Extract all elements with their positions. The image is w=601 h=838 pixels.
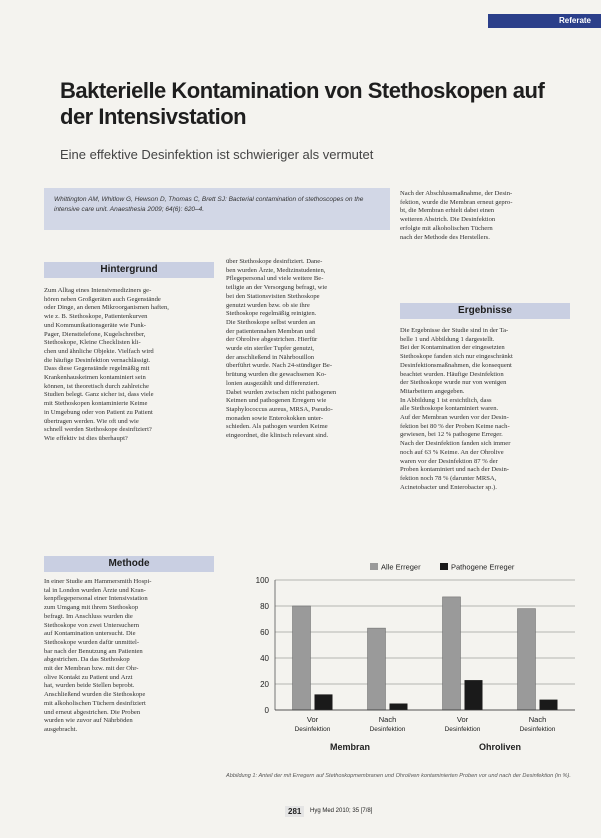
section-methode: Methode [44, 556, 214, 572]
text-ergebnisse: Die Ergebnisse der Studie sind in der Ta- belle 1 und Abbildung 1 dargestellt. Bei der Kontamination der eingesetzten Stethoskope fanden sich nur eingeschränkt Desinfektionsmaßnahmen, die konsequent beachtet wurden. Häufige Desinfektion der Stethoskope wurde nur von wenigen Mitarbeitern angegeben. In Abbildung 1 ist ersichtlich, dass alle Stethoskope kontaminiert waren. Auf der Membran wurden vor der Desin- fektion bei 80 % der Proben Keime nach- gewiesen, bei 12 % pathogene Erreger. Nach der Desinfektion fanden sich immer noch auf 63 % Keime. An der Ohrolive waren vor der Desinfektion 87 % der Proben kontaminiert und nach der Desin- fektion noch 78 % (darunter MRSA, Acinetobacter und Enterobacter sp.). [400, 327, 513, 491]
article-title: Bakterielle Kontamination von Stethoskopen auf der Intensivstation [60, 78, 545, 129]
page-number: 281 [285, 806, 304, 817]
legend-label-pathogen: Pathogene Erreger [451, 562, 515, 572]
text-hintergrund: Zum Alltag eines Intensivmediziners ge- hören neben Großgeräten auch Gegenstände oder Dinge, an denen Mikroorganismen haften, wie z. B. Stethoskope, Patientenkurven und Kommunikationsgeräte wie Funk- Pager, Diensttelefone, Kugelschreiber, Stethoskope, Kleine Checklisten kli- chen und ähnliche Objekte. Vielfach wird die häufige Desinfektion vernachlässigt. Dass diese Gegenstände regelmäßig mit Krankenhauskeimen kontaminiert sein können, ist theoretisch durch zahlreiche Studien belegt. Ganz sicher ist, dass viele mit Stethoskopen kontaminierte Keime in Umgebung oder von Patient zu Patient übertragen werden. Wie oft und wie schnell werden Stethoskope desinfiziert? Wie effektiv ist dies überhaupt? [44, 287, 169, 442]
legend-swatch-pathogen [440, 563, 448, 570]
article-subtitle: Eine effektive Desinfektion ist schwieriger als vermutet [60, 147, 374, 162]
x-tick-label: Vor [306, 715, 319, 724]
y-tick-label: 40 [260, 654, 269, 663]
bar-pathogene-erreger [465, 680, 483, 710]
x-tick-label: Nach [528, 715, 547, 724]
y-tick-label: 60 [260, 628, 269, 637]
bar-alle-erreger [293, 606, 311, 710]
bar-alle-erreger [518, 609, 536, 710]
y-tick-label: 100 [255, 576, 269, 585]
x-tick-label: Desinfektion [519, 726, 556, 733]
bar-chart [225, 555, 585, 765]
group-label: Ohroliven [478, 742, 522, 752]
x-tick-label: Vor [456, 715, 469, 724]
x-tick-label: Desinfektion [294, 726, 331, 733]
x-tick-label: Desinfektion [369, 726, 406, 733]
bar-alle-erreger [368, 628, 386, 710]
section-hintergrund: Hintergrund [44, 262, 214, 278]
category-tag: Referate [488, 14, 601, 28]
bar-pathogene-erreger [540, 700, 558, 710]
y-tick-label: 20 [260, 680, 269, 689]
text-column-3-top: Nach der Abschlussmaßnahme, der Desin- fektion, wurde die Membran erneut gepro- bt, die Membran erhielt dabei einen weiteren Abstrich. Die Desinfektion erfolgte mit alkoholischen Tüchern nach der Methode des Herstellers. [400, 190, 513, 241]
citation-box: Whittington AM, Whitlow G, Hewson D, Thomas C, Brett SJ: Bacterial contamination of stethoscopes on the intensive care unit. Anaesthesia 2009; 64(6): 620–4. [44, 188, 390, 230]
y-tick-label: 0 [264, 706, 269, 715]
bar-alle-erreger [443, 597, 461, 710]
x-tick-label: Nach [378, 715, 397, 724]
text-column-2: über Stethoskope desinfiziert. Dane- ben wurden Ärzte, Medizinstudenten, Pflegepersonal und viele weitere Be- teiligte an der Versorgung befragt, wie bei den Stationsvisiten Stethoskope genutzt wurden bzw. ob sie ihre Stethoskope regelmäßig reinigten. Die Stethoskope selbst wurden an der patientennahen Membran und der Ohrolive abgestrichen. Hierfür wurde ein steriler Tupfer genutzt, der anschließend in Nährbouillon überführt wurde. Nach 24-stündiger Be- brütung wurden die gewachsenen Ko- lonien ausgezählt und differenziert. Dabei wurden zwischen nicht pathogenen Keimen und pathogenen Erregern wie Staphylococcus aureus, MRSA, Pseudo- monaden sowie Enterokokken unter- schieden. Als pathogen wurden Keime eingeordnet, die klinisch relevant sind. [226, 258, 337, 440]
legend-label-alle: Alle Erreger [381, 562, 421, 572]
bar-pathogene-erreger [390, 704, 408, 711]
x-tick-label: Desinfektion [444, 726, 481, 733]
figure-caption: Abbildung 1: Anteil der mit Erregern auf Stethoskopmembranen und Ohroliven kontaminierten Proben vor und nach der Desinfektion (in %). [226, 773, 571, 779]
legend-swatch-alle [370, 563, 378, 570]
section-ergebnisse: Ergebnisse [400, 303, 570, 319]
y-tick-label: 80 [260, 602, 269, 611]
journal-reference: Hyg Med 2010; 35 [7/8] [310, 808, 373, 814]
text-methode: In einer Studie am Hammersmith Hospi- tal in London wurden Ärzte und Kran- kenpflegepersonal einer Intensivstation zum Umgang mit ihrem Stethoskop befragt. Im Anschluss wurden die Stethoskope von zwei Untersuchern auf Kontamination untersucht. Die Stethoskope wurden dafür unmittel- bar nach der Benutzung am Patienten abgestrichen. Da das Stethoskop mit der Membran bzw. mit der Ohr- olive Kontakt zu Patient und Arzt hat, wurden beide Stellen beprobt. Anschließend wurden die Stethoskope mit alkoholischen Tüchern desinfiziert und erneut abgestrichen. Die Proben wurden wie zuvor auf Nährböden ausgebracht. [44, 578, 152, 733]
group-label: Membran [329, 742, 371, 752]
bar-pathogene-erreger [315, 694, 333, 710]
